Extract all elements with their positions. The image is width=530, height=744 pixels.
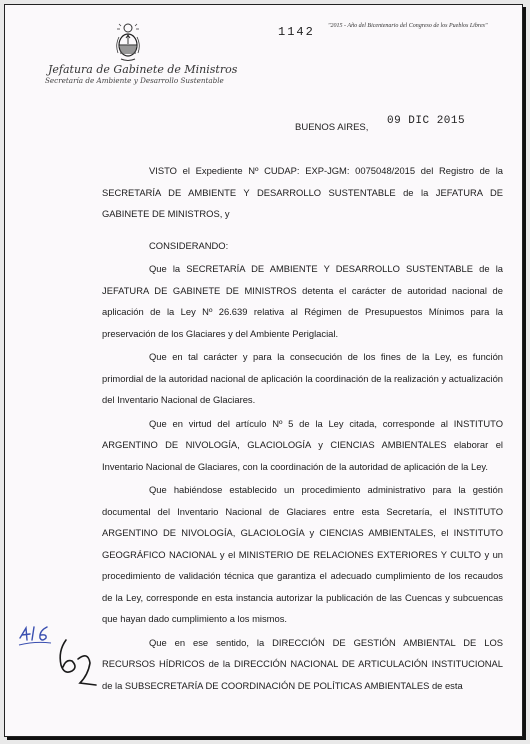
organization-subtitle: Secretaría de Ambiente y Desarrollo Sustentable xyxy=(45,76,224,85)
dateline-place: BUENOS AIRES, xyxy=(295,122,369,133)
section-heading-considerando: CONSIDERANDO: xyxy=(149,239,229,251)
handwritten-initials xyxy=(52,637,102,695)
paragraph-3: Que en virtud del artículo Nº 5 de la Ley citada, corresponde al INSTITUTO ARGENTINO DE NIVOLOGÍA, GLACIOLOGÍA y CIENCIAS AMBIENTALES elaborar el Inventario Nacional de Glaciares, con la coordinación de la autoridad de aplicación de la Ley. xyxy=(102,417,503,472)
paragraph-4: Que habiéndose establecido un procedimiento administrativo para la gestión documental del Inventario Nacional de Glaciares entre esta Secretaría, el INSTITUTO ARGENTINO DE NIVOLOGÍA, GLACIOLOGÍA y CIENCIAS AMBIENTALES, el INSTITUTO GEOGRÁFICO NACIONAL y el MINISTERIO DE RELACIONES EXTERIORES Y CULTO y un procedimiento de validación técnica que garantiza el adecuado cumplimiento de los recaudos de la Ley, corresponde en esta instancia autorizar la publicación de las Cuencas y subcuencas que hayan dado cumplimiento a los mismos. xyxy=(102,484,503,624)
paragraph-2: Que en tal carácter y para la consecución de los fines de la Ley, es función primordial de la autoridad nacional de aplicación la coordinación de la realización y actualización del Inventario Nacional de Glaciares. xyxy=(102,351,503,405)
handwritten-folio-number xyxy=(17,623,57,649)
document-page xyxy=(4,4,523,737)
year-motto: "2015 - Año del Bicentenario del Congreso de los Pueblos Libres" xyxy=(328,23,488,29)
organization-name: Jefatura de Gabinete de Ministros xyxy=(48,63,238,76)
document-number: 1142 xyxy=(278,25,315,39)
date-stamp: 09 DIC 2015 xyxy=(387,115,466,127)
paragraph-1: Que la SECRETARÍA DE AMBIENTE Y DESARROLLO SUSTENTABLE de la JEFATURA DE GABINETE DE MINISTROS detenta el carácter de autoridad nacional de aplicación de la Ley Nº 26.639 relativa al Régimen de Presupuestos Mínimos para la preservación de los Glaciares y del Ambiente Periglacial. xyxy=(102,263,503,339)
national-crest-icon xyxy=(115,23,141,63)
paragraph-5: Que en ese sentido, la DIRECCIÓN DE GESTIÓN AMBIENTAL DE LOS RECURSOS HÍDRICOS de la DIRECCIÓN NACIONAL DE ARTICULACIÓN INSTITUCIONAL de la SUBSECRETARÍA DE COORDINACIÓN DE POLÍTICAS AMBIENTALES de esta xyxy=(102,636,503,691)
document-body xyxy=(102,160,503,696)
paragraph-visto: VISTO el Expediente Nº CUDAP: EXP-JGM: 0075048/2015 del Registro de la SECRETARÍA DE AMBIENTE Y DESARROLLO SUSTENTABLE de la JEFATURA DE GABINETE DE MINISTROS, y xyxy=(102,165,503,219)
